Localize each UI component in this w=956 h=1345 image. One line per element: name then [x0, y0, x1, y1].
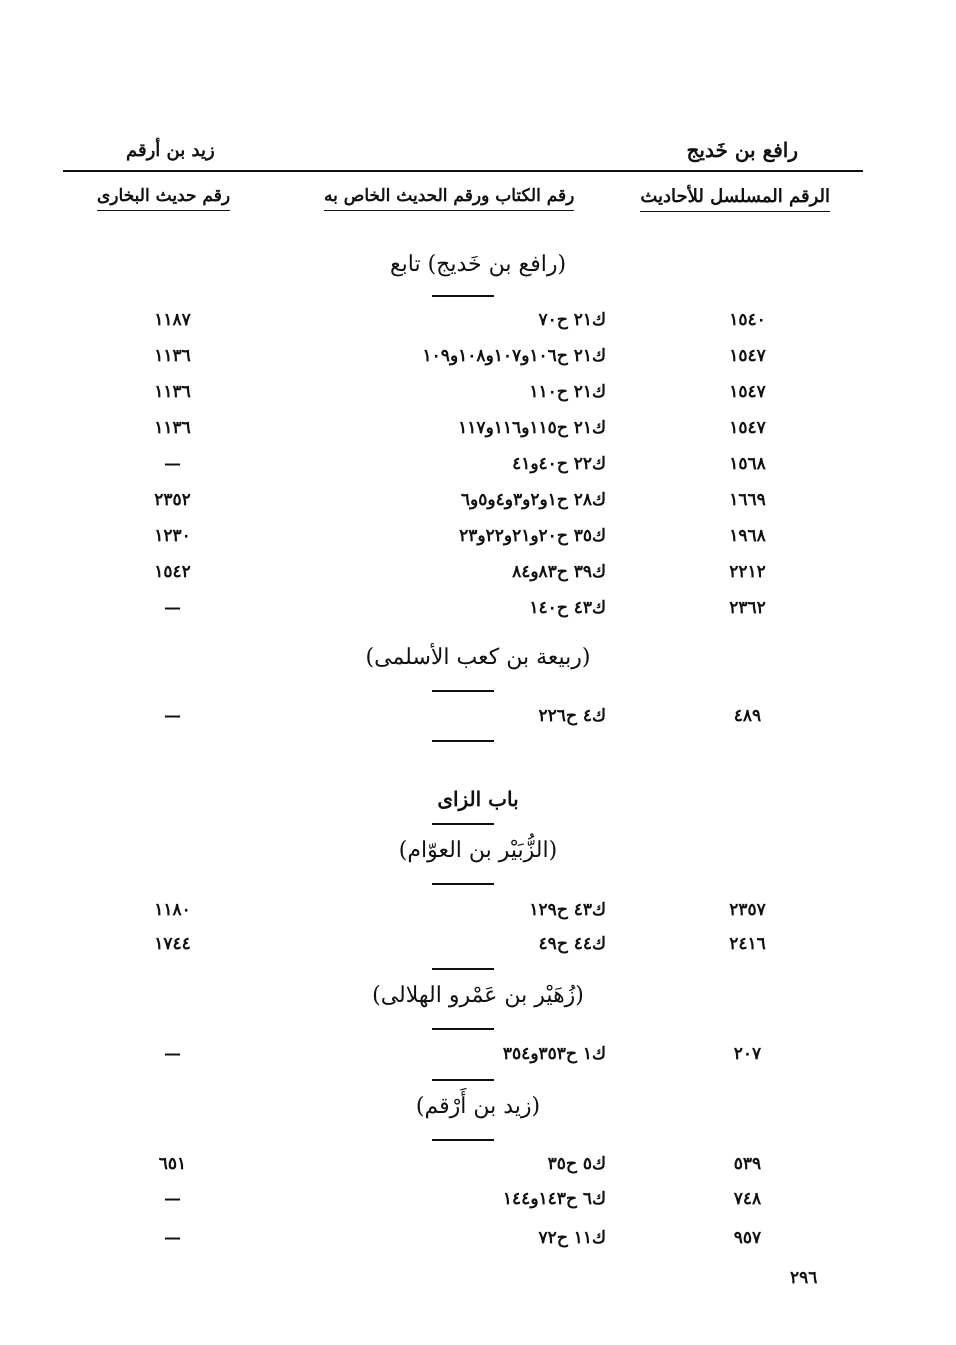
ref-cell: ك٢١ ح٧٠ [538, 310, 606, 330]
chapter-heading: باب الزاى [437, 787, 519, 811]
seq-cell: ٢٠٧ [733, 1044, 762, 1064]
ref-cell: ك٥ ح٣٥ [547, 1154, 606, 1174]
ref-cell: ك٢١ ح١١٠ [529, 382, 606, 402]
bukhari-cell: — [164, 454, 181, 474]
table-row [0, 1154, 956, 1178]
bukhari-cell: ٦٥١ [158, 1154, 187, 1174]
section-divider [432, 690, 494, 692]
table-row [0, 454, 956, 478]
bukhari-cell: — [164, 1189, 181, 1209]
ref-cell: ك٢٨ ح١و٢و٣و٤و٥و٦ [460, 490, 606, 510]
running-header-right: رافع بن خَديج [686, 138, 798, 162]
bukhari-cell: — [164, 598, 181, 618]
bukhari-cell: ١١٣٦ [154, 418, 191, 438]
table-row [0, 310, 956, 334]
seq-cell: ١٩٦٨ [729, 526, 766, 546]
seq-cell: ٢٣٦٢ [729, 598, 766, 618]
bukhari-cell: ٢٣٥٢ [154, 490, 191, 510]
table-row [0, 900, 956, 924]
section-title: (الزُّبَيْر بن العوّام) [398, 838, 558, 863]
ref-cell: ك٣٥ ح٢٠و٢١و٢٢و٢٣ [459, 526, 606, 546]
bukhari-cell: ١٥٤٢ [154, 562, 191, 582]
table-row [0, 382, 956, 406]
ref-cell: ك٢٢ ح٤٠و٤١ [512, 454, 606, 474]
section-top-divider [432, 968, 494, 970]
section-divider [432, 1028, 494, 1030]
ref-cell: ك٤٣ ح١٢٩ [529, 900, 606, 920]
section-end-divider [432, 740, 494, 742]
seq-cell: ١٥٦٨ [729, 454, 766, 474]
seq-cell: ١٥٤٧ [729, 346, 766, 366]
section-divider [432, 883, 494, 885]
section-title: (زيد بن أَرْقم) [415, 1094, 541, 1119]
bukhari-cell: ١٢٣٠ [154, 526, 191, 546]
table-row [0, 346, 956, 370]
seq-cell: ١٦٦٩ [729, 490, 766, 510]
table-row [0, 1228, 956, 1252]
table-row [0, 1044, 956, 1068]
chapter-divider [432, 823, 494, 825]
bukhari-cell: ١١٣٦ [154, 382, 191, 402]
bukhari-cell: — [164, 706, 181, 726]
section-divider [432, 295, 494, 297]
bukhari-cell: ١٧٤٤ [154, 934, 191, 954]
bukhari-cell: — [164, 1228, 181, 1248]
bukhari-cell: ١١٨٧ [154, 310, 191, 330]
section-top-divider [432, 1079, 494, 1081]
seq-cell: ١٥٤٧ [729, 418, 766, 438]
ref-cell: ك٦ ح١٤٣و١٤٤ [502, 1189, 606, 1209]
section-title: (ربيعة بن كعب الأسلمى) [365, 645, 591, 670]
ref-cell: ك٣٩ ح٨٣و٨٤ [512, 562, 606, 582]
ref-cell: ك٢١ ح١١٥و١١٦و١١٧ [458, 418, 606, 438]
ref-cell: ك٤ ح٢٢٦ [538, 706, 606, 726]
section-title: (زُهَيْر بن عَمْرو الهلالى) [372, 983, 584, 1008]
table-row [0, 934, 956, 958]
table-row [0, 598, 956, 622]
seq-cell: ٤٨٩ [733, 706, 762, 726]
header-divider [63, 170, 863, 172]
column-header-ref: رقم الكتاب ورقم الحديث الخاص به [324, 186, 574, 211]
page-number: ٢٩٦ [790, 1268, 818, 1288]
bukhari-cell: — [164, 1044, 181, 1064]
table-row [0, 706, 956, 730]
bukhari-cell: ١١٨٠ [154, 900, 191, 920]
seq-cell: ٧٤٨ [733, 1189, 762, 1209]
column-header-bukhari: رقم حديث البخارى [97, 186, 230, 211]
bukhari-cell: ١١٣٦ [154, 346, 191, 366]
ref-cell: ك٢١ ح١٠٦و١٠٧و١٠٨و١٠٩ [422, 346, 606, 366]
seq-cell: ٢٤١٦ [729, 934, 766, 954]
table-row [0, 490, 956, 514]
table-row [0, 1189, 956, 1213]
ref-cell: ك٤٣ ح١٤٠ [529, 598, 606, 618]
seq-cell: ١٥٤٠ [729, 310, 766, 330]
seq-cell: ٢٢١٢ [729, 562, 766, 582]
seq-cell: ٥٣٩ [733, 1154, 762, 1174]
section-title: (رافع بن خَديج) تابع [389, 252, 567, 277]
seq-cell: ١٥٤٧ [729, 382, 766, 402]
section-divider [432, 1139, 494, 1141]
seq-cell: ٢٣٥٧ [729, 900, 766, 920]
ref-cell: ك٤٤ ح٤٩ [538, 934, 606, 954]
ref-cell: ك١ ح٣٥٣و٣٥٤ [502, 1044, 606, 1064]
table-row [0, 418, 956, 442]
column-header-seq: الرقم المسلسل للأحاديث [640, 186, 830, 212]
table-row [0, 526, 956, 550]
seq-cell: ٩٥٧ [733, 1228, 762, 1248]
ref-cell: ك١١ ح٧٢ [538, 1228, 606, 1248]
running-header-left: زيد بن أرقم [126, 140, 215, 161]
table-row [0, 562, 956, 586]
